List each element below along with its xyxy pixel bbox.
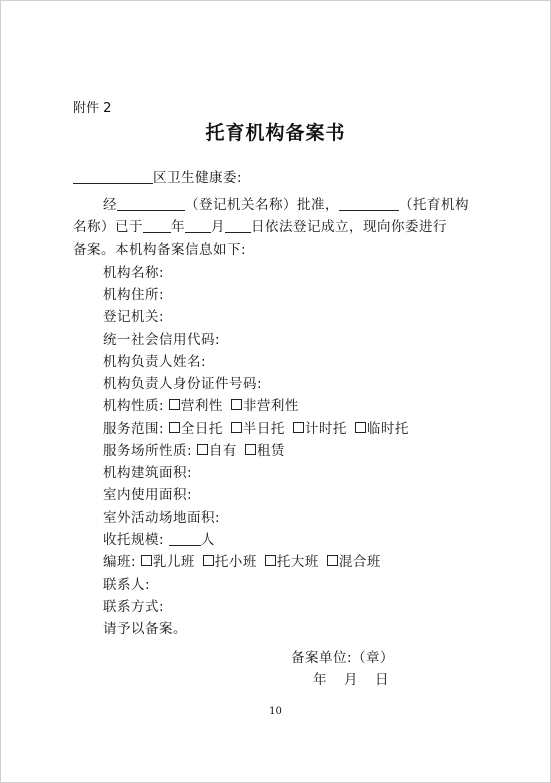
checkbox-icon[interactable] <box>197 444 208 455</box>
intro-text: （托育机构 <box>399 197 469 213</box>
field-institution-address: 机构住所: <box>103 287 165 303</box>
checkbox-icon[interactable] <box>203 555 214 566</box>
checkbox-icon[interactable] <box>141 555 152 566</box>
document-title: 托育机构备案书 <box>205 122 346 144</box>
field-contact-method: 联系方式: <box>103 599 165 615</box>
recipient-suffix: 区卫生健康委: <box>153 170 243 186</box>
option-label: 自有 <box>208 443 237 459</box>
field-nature <box>103 394 307 414</box>
option-label: 托大班 <box>276 554 319 570</box>
option-label: 非营利性 <box>242 398 299 414</box>
checkbox-icon[interactable] <box>265 555 276 566</box>
option-for-profit[interactable] <box>169 398 223 414</box>
field-service-scope <box>103 417 417 437</box>
field-building-area: 机构建筑面积: <box>103 465 193 481</box>
institution-name-blank[interactable] <box>339 196 399 211</box>
option-full-day[interactable] <box>169 421 223 437</box>
option-label: 混合班 <box>338 554 381 570</box>
field-contact-person: 联系人: <box>103 577 151 593</box>
option-leased[interactable] <box>245 443 285 459</box>
request-text: 请予以备案。 <box>103 621 187 637</box>
intro-text: 月 <box>211 219 225 235</box>
filing-unit-seal: 备案单位:（章） <box>291 650 395 666</box>
venue-label: 服务场所性质: <box>103 443 193 459</box>
intro-text: 经 <box>103 197 117 213</box>
district-blank[interactable] <box>73 169 153 184</box>
checkbox-icon[interactable] <box>231 399 242 410</box>
option-label: 乳儿班 <box>152 554 195 570</box>
option-label: 全日托 <box>180 421 223 437</box>
option-label: 营利性 <box>180 398 223 414</box>
class-label: 编班: <box>103 554 137 570</box>
field-leader-name: 机构负责人姓名: <box>103 354 207 370</box>
option-half-day[interactable] <box>231 421 285 437</box>
field-registrar: 登记机关: <box>103 309 165 325</box>
intro-text: 日依法登记成立，现向你委进行 <box>251 219 447 235</box>
intro-line-3: 备案。本机构备案信息如下: <box>73 242 247 258</box>
intro-line-2 <box>73 215 447 235</box>
year-blank[interactable] <box>143 218 171 233</box>
checkbox-icon[interactable] <box>169 422 180 433</box>
registrar-name-blank[interactable] <box>117 196 185 211</box>
field-capacity <box>103 528 215 548</box>
checkbox-icon[interactable] <box>231 422 242 433</box>
option-label: 租赁 <box>256 443 285 459</box>
checkbox-icon[interactable] <box>293 422 304 433</box>
option-non-profit[interactable] <box>231 398 299 414</box>
checkbox-icon[interactable] <box>327 555 338 566</box>
page-number: 10 <box>269 706 282 717</box>
checkbox-icon[interactable] <box>169 399 180 410</box>
option-toddler-small-class[interactable] <box>203 554 257 570</box>
option-label: 临时托 <box>366 421 409 437</box>
signature-date: 年 月 日 <box>313 672 391 688</box>
option-owned[interactable] <box>197 443 237 459</box>
attachment-label: 附件 2 <box>73 101 112 116</box>
intro-text: 名称）已于 <box>73 219 143 235</box>
option-label: 半日托 <box>242 421 285 437</box>
option-label: 计时托 <box>304 421 347 437</box>
nature-label: 机构性质: <box>103 398 165 414</box>
field-leader-id: 机构负责人身份证件号码: <box>103 376 263 392</box>
field-outdoor-area: 室外活动场地面积: <box>103 510 221 526</box>
recipient-line <box>73 166 242 186</box>
scope-label: 服务范围: <box>103 421 165 437</box>
field-indoor-area: 室内使用面积: <box>103 487 193 503</box>
capacity-unit: 人 <box>200 532 215 548</box>
intro-text: （登记机关名称）批准， <box>185 197 339 213</box>
option-mixed-class[interactable] <box>327 554 381 570</box>
day-blank[interactable] <box>225 218 251 233</box>
field-class-grouping <box>103 550 389 570</box>
checkbox-icon[interactable] <box>245 444 256 455</box>
option-temporary[interactable] <box>355 421 409 437</box>
option-label: 托小班 <box>214 554 257 570</box>
checkbox-icon[interactable] <box>355 422 366 433</box>
capacity-label: 收托规模: <box>103 532 165 548</box>
option-toddler-large-class[interactable] <box>265 554 319 570</box>
option-hourly[interactable] <box>293 421 347 437</box>
field-credit-code: 统一社会信用代码: <box>103 332 221 348</box>
month-blank[interactable] <box>185 218 211 233</box>
option-infant-class[interactable] <box>141 554 195 570</box>
intro-line-1 <box>103 193 469 213</box>
intro-text: 年 <box>171 219 185 235</box>
field-institution-name: 机构名称: <box>103 265 165 281</box>
field-venue-nature <box>103 439 293 459</box>
capacity-blank[interactable] <box>169 531 201 546</box>
